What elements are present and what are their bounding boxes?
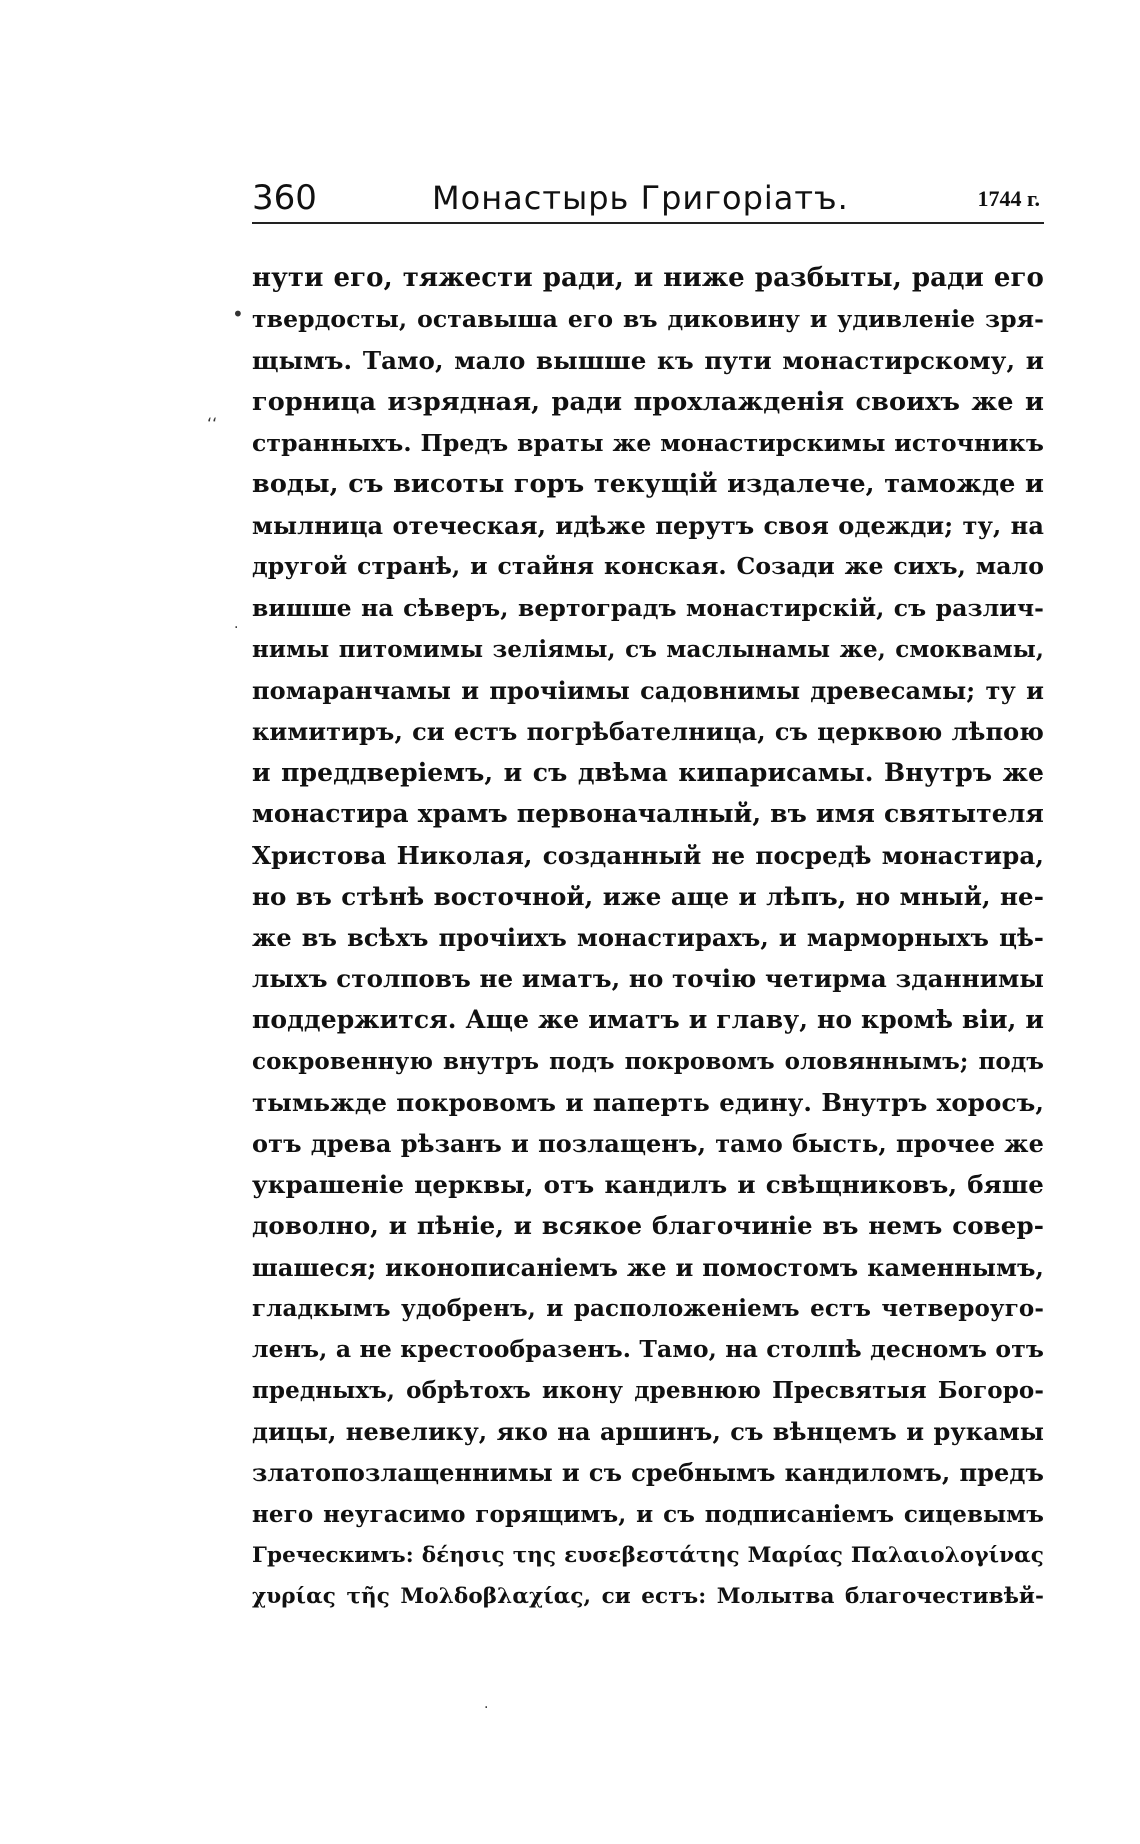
- text-line: нимы питомимы зеліямы, съ маслынамы же, смоквамы,: [252, 635, 1044, 663]
- bottom-dot-mark: ·: [484, 1700, 489, 1716]
- text-line: шашеся; иконописаніемъ же и помостомъ каменнымъ,: [252, 1252, 1044, 1282]
- text-line: Христова Николая, созданный не посредѣ монастира,: [252, 840, 1044, 870]
- text-line: кимитиръ, си естъ погрѣбателница, съ церквою лѣпою: [252, 717, 1044, 747]
- text-line: воды, съ висоты горъ текущій издалече, тамождe и: [252, 468, 1044, 499]
- text-line: щымъ. Тамо, мало вышше къ пути монастирскому, и: [252, 346, 1044, 376]
- text-line: него неугасимо горящимъ, и съ подписаніемъ сицевымъ: [252, 1500, 1044, 1528]
- text-line: но въ стѣнѣ восточной, иже аще и лѣпъ, но мный, не-: [252, 881, 1044, 911]
- text-line: поддержится. Аще же иматъ и главу, но кромѣ віи, и: [252, 1005, 1044, 1035]
- running-title: Монастырь Григоріатъ.: [432, 179, 849, 217]
- text-line: другой странѣ, и стайня конская. Созади же сихъ, мало: [252, 552, 1044, 581]
- text-line: доволно, и пѣніе, и всякое благочиніе въ немъ совер-: [252, 1211, 1044, 1241]
- page-number: 360: [252, 178, 317, 218]
- text-line: златопозлащеннимы и съ сребнымъ кандиломъ, предъ: [252, 1458, 1044, 1488]
- greek-inscription-line: Греческимъ: δέησις της ευσεβεστάτης Μαρίας Παλαιολογίνας: [252, 1542, 1044, 1568]
- text-line: монастира храмъ первоначалный, въ имя святытеля: [252, 799, 1044, 829]
- text-line: и преддверіемъ, и съ двѣма кипарисамы. Внутръ же: [252, 758, 1044, 788]
- margin-bullet-mark: •: [232, 302, 244, 326]
- text-line: горница изрядная, ради прохлажденія своихъ же и: [252, 386, 1044, 417]
- text-line: тымьжде покровомъ и паперть едину. Внутръ хоросъ,: [252, 1087, 1044, 1117]
- greek-inscription-line: χυρίας τῆς Μολδοβλαχίας, си естъ: Молытва благочестивѣй-: [252, 1584, 1044, 1609]
- text-line: же въ всѣхъ прочіихъ монастирахъ, и марморныхъ цѣ-: [252, 923, 1044, 952]
- text-line: вишше на сѣверъ, вертоградъ монастирскій, съ различ-: [252, 593, 1044, 622]
- text-line: предныхъ, обрѣтохъ икону древнюю Пресвятыя Богоро-: [252, 1377, 1044, 1405]
- body-text: [252, 258, 1044, 1617]
- text-line: странныхъ. Предъ враты же монастирскимы источникъ: [252, 428, 1044, 457]
- text-line: гладкымъ удобренъ, и расположеніемъ естъ четвероуго-: [252, 1294, 1044, 1322]
- text-line: помаранчамы и прочіимы садовнимы древесамы; ту и: [252, 675, 1044, 705]
- text-line: отъ древа рѣзанъ и позлащенъ, тамо бысть, прочее же: [252, 1128, 1044, 1158]
- text-line: мылница отеческая, идѣже перутъ своя одежди; ту, на: [252, 511, 1044, 541]
- margin-dot-mark: ·: [234, 620, 239, 636]
- text-line: твердосты, оставыша его въ диковину и удивленіе зря-: [252, 305, 1044, 334]
- text-line: нути его, тяжести ради, и ниже разбыты, ради его: [252, 263, 1044, 293]
- text-line: лыхъ столповъ не иматъ, но точію четирма зданнимы: [252, 964, 1044, 994]
- year-marginal: 1744 г.: [977, 186, 1040, 211]
- text-line: дицы, невелику, яко на аршинъ, съ вѣнцемъ и рукамы: [252, 1417, 1044, 1447]
- margin-tick-mark: ‘‘: [207, 414, 218, 433]
- text-line: сокровенную внутръ подъ покровомъ оловяннымъ; подъ: [252, 1047, 1044, 1075]
- text-line: украшеніе церквы, отъ кандилъ и свѣщниковъ, бяше: [252, 1170, 1044, 1200]
- text-line: ленъ, а не крестообразенъ. Тамо, на столпѣ десномъ отъ: [252, 1334, 1044, 1363]
- page-header: [252, 178, 1044, 224]
